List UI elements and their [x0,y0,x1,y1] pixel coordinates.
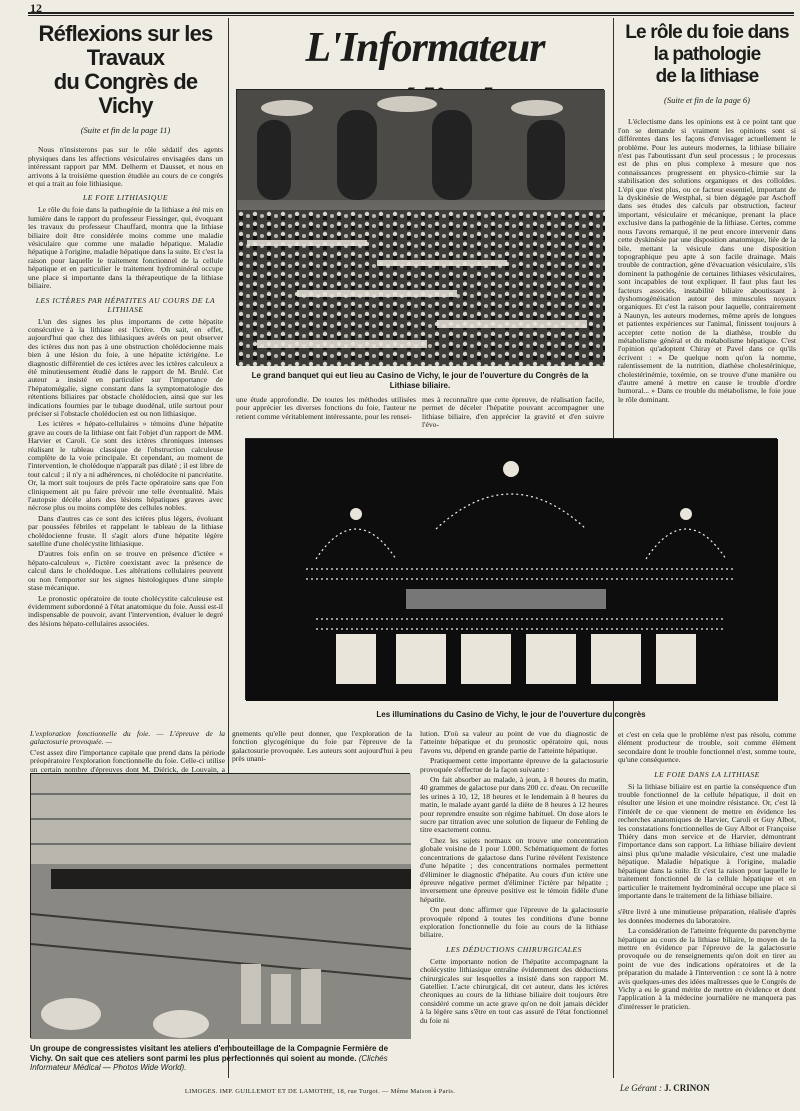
paragraph: D'autres fois enfin on se trouve en présence d'ictère « hépato-calculeux », l'ictère coexistant avec la présence de calcul dans le cholédoque. Les altérations cellulaires peuvent ou non l'emporter sur les signes histologiques d'une simple stase mécanique. [28,549,223,593]
photo-credit: (Clichés Informateur Médical — Photos Wide World). [30,1053,388,1072]
paragraph: L'un des signes les plus importants de cette hépatite consécutive à la lithiase est l'ictère. On sait, en effet, aujourd'hui que chez des lithiasiques avérés on peut observer des ictères dus non pas à une obstruction cholédocienne mais bien à une lésion du foie, à une hépatite ictérigène. Le diagnostic différentiel de ces ictères avec les ictères calculeux a été minutieusement étudié dans le rapport de M. Brulé. Cet auteur a insisté en particulier sur l'importance de l'hépatomégalie, signe constant dans la symptomatologie des rétentions biliaires par obstacle cholédocien, ainsi que sur les indications fournies par le tubage duodénal, utile surtout pour préciser si l'obstacle cholédocien est ou non lithiasique. [28,316,223,418]
left-article [28,22,223,732]
left-article-title: Réflexions sur les Travaux du Congrès de Vichy [38,21,213,118]
center-text-col1: une étude approfondie. De toutes les méthodes utilisées pour apprécier les diverses fonctions du foie, l'auteur ne retient comme véritablement intéressante, pour les rensei- [236,395,416,421]
paragraph: La considération de l'atteinte fréquente du parenchyme hépatique au cours de la lithiase biliaire, le moyen de la mettre en évidence par l'épreuve de la galactosurie provoquée ou de renseignements qu'on doit en tirer au point de vue des indications opératoires et de la préparation du malade à l'intervention : ce sont là à notre avis quelques-unes des idées maîtresses que le Congrès de Vichy a eu le grand mérite de mettre en évidence et dont l'application à la médecine journalière ne manquera pas d'intéresser le praticien. [618,926,796,1011]
banquet-photo [236,89,604,365]
right-article-title: Le rôle du foie dans la pathologie de la lithiase [625,22,789,87]
right-article [618,22,796,730]
banquet-caption: Le grand banquet qui eut lieu au Casino de Vichy, le jour de l'ouverture du Congrès de la Lithiase biliaire. [251,371,589,390]
paragraph: Le rôle du foie dans la pathogénie de la lithiase a été mis en lumière dans le rapport du professeur Fiessinger, qui, évoquant les travaux du professeur Chauffard, montra que la lithiase biliaire doit être considérée moins comme une maladie vésiculaire que comme une maladie hépatique. Maladie hépatique à l'origine, maladie hépatique dans la suite. Et c'est la raison pour laquelle le traitement fonctionnel de la cellule hépatique et en particulier le traitement hydrominéral occupe une place si importante dans la thérapeutique de la lithiase biliaire. [28,205,223,291]
casino-caption: Les illuminations du Casino de Vichy, le jour de l'ouverture du congrès [376,710,646,719]
right-article-subhead: (Suite et fin de la page 6) [664,95,750,105]
lower-mid-col2 [420,730,608,1075]
paragraph: L'éclectisme dans les opinions est à ce point tant que l'on se demande si vraiment les opinions sont si différentes dans les façons d'envisager actuellement le problème. Pour les auteurs modernes, la lithiase biliaire n'est pas l'aboutissant d'un seul processus ; le processus est de plus en plus complexe à mesure que nos connaissances progressent en physico-chimie sur la stabilisation des solutions organiques et des colloïdes. L'épi que n'est plus, ou ce facteur essentiel, important de la dyskinésie de Westphal, si bien dégagée par Aschoff dans ses études des calculs par obstruction, facteur important, vésiculaire et mécanique, prenant la place exclusive dans la pathogénie de la lithiase. Certes, comme nous l'avons remarqué, il ne peut encore intervenir dans cette dyskinésie par une disposition anatomique, liée de la bile, mettant la vésicule dans une disposition topographique peu apte à son facile drainage. Mais trouble de contraction, gène d'évacuation vésiculaire, s'ils dominent la pathogénie de certaines lithiases vésiculaires, sont incapables de tout expliquer. Il faut plus faut les facteurs associés, instabilité biliaire aboutissant à dyshomogénéisation autour des minuscules noyaux organiques. Et c'est la raison pour laquelle, contrairement à Naunyn, les auteurs modernes, même après de longues et patientes expériences sur l'animal, finissent toujours à accepter cette notion de la diathèse, trouble du métabolisme général et du métabolisme hépatique. C'est l'opinion qu'adoptent Chiray et Pavel dans ce qu'ils écrivent : « De quelque nom qu'on la nomme, ralentissement de la nutrition, diathèse cholestérinique, cholestérinémie, toxémie, on se trouve d'une manière ou d'autre amené à mettre en cause le trouble d'ordre humoral... » Dans ce trouble du métabolisme, le foie joue le rôle dominant. [618,117,796,404]
factory-image [31,774,411,1039]
section-title: LES ICTÈRES PAR HÉPATITES AU COURS DE LA LITHIASE [35,295,216,314]
gerant-signature: Le Gérant : J. CRINON [620,1083,710,1093]
factory-photo [30,773,410,1038]
lower-left-body: C'est assez dire l'importance capitale que prend dans la période préopératoire l'exploration fonctionnelle du foie. Celle-ci utilise un certain nombre d'épreuves dont M. Diérick, de Louvain, a [30,747,225,774]
page-number: 12 [30,1,42,15]
lower-left-subtitle: L'exploration fonctionnelle du foie. — L'épreuve de la galactosurie provoquée. — [30,729,225,747]
lower-mid-col1: gnements qu'elle peut donner, que l'exploration de la fonction glycogénique du foie par l'épreuve de la galactosurie provoquée. Les auteurs sont aujourd'hui à peu près unani- [232,729,412,764]
paragraph: Chez les sujets normaux on trouve une concentration globale voisine de 1 pour 1.000. Schématiquement de fortes concentrations de galactose dans l'urine révèlent l'existence d'une hépatite ; des concentrations normales permettent d'éliminer le diagnostic d'hépatite. Au cours d'un ictère une épreuve négative permet d'éliminer l'ictère par hépatite ; inversement une épreuve positive est le témoin fidèle d'une hépatite. [420,835,608,904]
paragraph: Les ictères « hépato-cellulaires » témoins d'une hépatite grave au cours de la lithiase ont fait l'objet d'un rapport de MM. Harvier et Caroli. Ce sont des ictères chroniques intenses réalisant le tableau classique de l'obstruction calculeuse complète de la voie principale. Et cependant, au moment de l'intervention, le cholédoque n'apparaît pas dilaté ; il est libre de tout calcul ; il n'y a ni adhérences, ni cholédocite ni pancréatite. Or, la mort suit toujours de près l'acte opératoire sans que l'on cliniquement ait pu faire prévoir une telle éventualité. Mais l'autopsie décèle alors des lésions hépatiques graves avec nécrose plus ou moins complète des cellules nobles. [28,419,223,513]
paragraph: On fait absorber au malade, à jeun, à 8 heures du matin, 40 grammes de galactose pur dans 200 cc. d'eau. On recueille les urines à 10, 12, 18 heures et le lendemain à 8 heures du matin, le malade ayant gardé la diète de 8 heures à 12 heures pour reprendre ensuite son régime habituel. On dose alors le sucre par titration avec une solution de liqueur de Fehling de titre exactement connu. [420,775,608,835]
paragraph: Pratiquement cette importante épreuve de la galactosurie provoquée s'effectue de la façon suivante : [420,756,608,774]
paragraph: Cette importante notion de l'hépatite accompagnant la cholécystite lithiasique entraîne évidemment des déductions chirurgicales sur lesquelles a insisté dans son rapport M. Gatellier. L'acte chirurgical, dit cet auteur, dans les ictères chroniques au cours de la lithiase biliaire doit toujours être considéré comme un acte grave qu'on ne doit jamais décider à la légère sans s'être en tout cas assuré de l'état fonctionnel du foie ni [420,956,608,1025]
masthead: L'Informateur [305,25,545,71]
top-rule [28,12,794,14]
factory-caption: Un groupe de congressistes visitant les ateliers d'embouteillage de la Compagnie Fermière de Vichy. On sait que ces ateliers sont parmi les plus perfectionnés qui soient au monde. (Clichés Informateur Médical — Photos Wide World). [30,1044,389,1072]
paragraph: s'être livré à une minutieuse préparation, réalisée d'après les données modernes du laboratoire. [618,907,796,925]
lower-left-text [30,729,225,774]
section-title: LE FOIE DANS LA LITHIASE [654,769,760,779]
paragraph: Nous n'insisterons pas sur le rôle sédatif des agents physiques dans les affections vésiculaires envisagées dans un intéressant rapport par MM. Delherm et Dausset, et nous en arrivons à la troisième question étudiée au cours de ce congrès et qui a trait au foie lithiasique. [28,145,223,189]
paragraph: Dans d'autres cas ce sont des ictères plus légers, évoluant par poussées fébriles et rappelant le tableau de la lithiase cholédocienne fruste. Il s'agit alors d'une hépatite légère satellite d'une cholécystite lithiasique. [28,513,223,549]
section-title: LE FOIE LITHIASIQUE [82,193,168,203]
center-text-col2: mes à reconnaître que cette épreuve, de réalisation facile, permet de déceler l'hépatite pouvant accompagner une lithiase biliaire, d'en apprécier la gravité et d'en suivre l'évo- [422,395,604,430]
left-article-subhead: (Suite et fin de la page 11) [80,125,171,135]
printer-footer: LIMOGES. IMP. GUILLEMOT ET DE LAMOTHE, 18, rue Turgot. — Même Maison à Paris. [184,1088,456,1095]
paragraph: Le pronostic opératoire de toute cholécystite calculeuse est évidemment subordonné à l'état anatomique du foie. Aussi est-il indispensable de pouvoir, avant l'intervention, évaluer le degré des lésions hépato-cellulaires associées. [28,593,223,628]
top-rule-thin [28,15,794,16]
section-title: LES DÉDUCTIONS CHIRURGICALES [446,944,582,954]
banquet-image [237,90,605,366]
paragraph: et c'est en cela que le problème n'est pas résolu, comme élément producteur de trouble, soit comme élément secondaire dont le trouble fonctionnel n'est, somme toute, qu'une conséquence. [618,730,796,765]
paragraph: lution. D'où sa valeur au point de vue du diagnostic de l'atteinte hépatique et du pronostic opératoire qui, nous l'avons vu, dépend en grande partie de l'atteinte hépatique. [420,729,608,755]
right-article-continued [618,731,796,1061]
paragraph: On peut donc affirmer que l'épreuve de la galactosurie provoquée répond à toutes les conditions d'une bonne exploration fonctionnelle du foie au cours de la lithiase biliaire. [420,905,608,940]
paragraph: Si la lithiase biliaire est en partie la conséquence d'un trouble fonctionnel de la cellule hépatique, il doit en résulter une lésion et une moindre résistance. Or, c'est là l'intérêt de ce que viennent de mettre en évidence les recherches anatomiques de Harvier, Caroli et Guy Albot, les constatations fonctionnelles de Guy Albot et Françoise Thiéry dans mon service et de Harvier, démontrant l'importance dans son rapport. La lithiase biliaire devient ainsi plus qu'une maladie vésiculaire, c'est une maladie hépatique. Maladie hépatique à l'origine, maladie hépatique dans la suite. Et c'est la raison pour laquelle le traitement fonctionnel de la cellule hépatique et en particulier le traitement hydrominéral occupe une place si importante dans le traitement de la lithiase biliaire. [618,781,796,900]
